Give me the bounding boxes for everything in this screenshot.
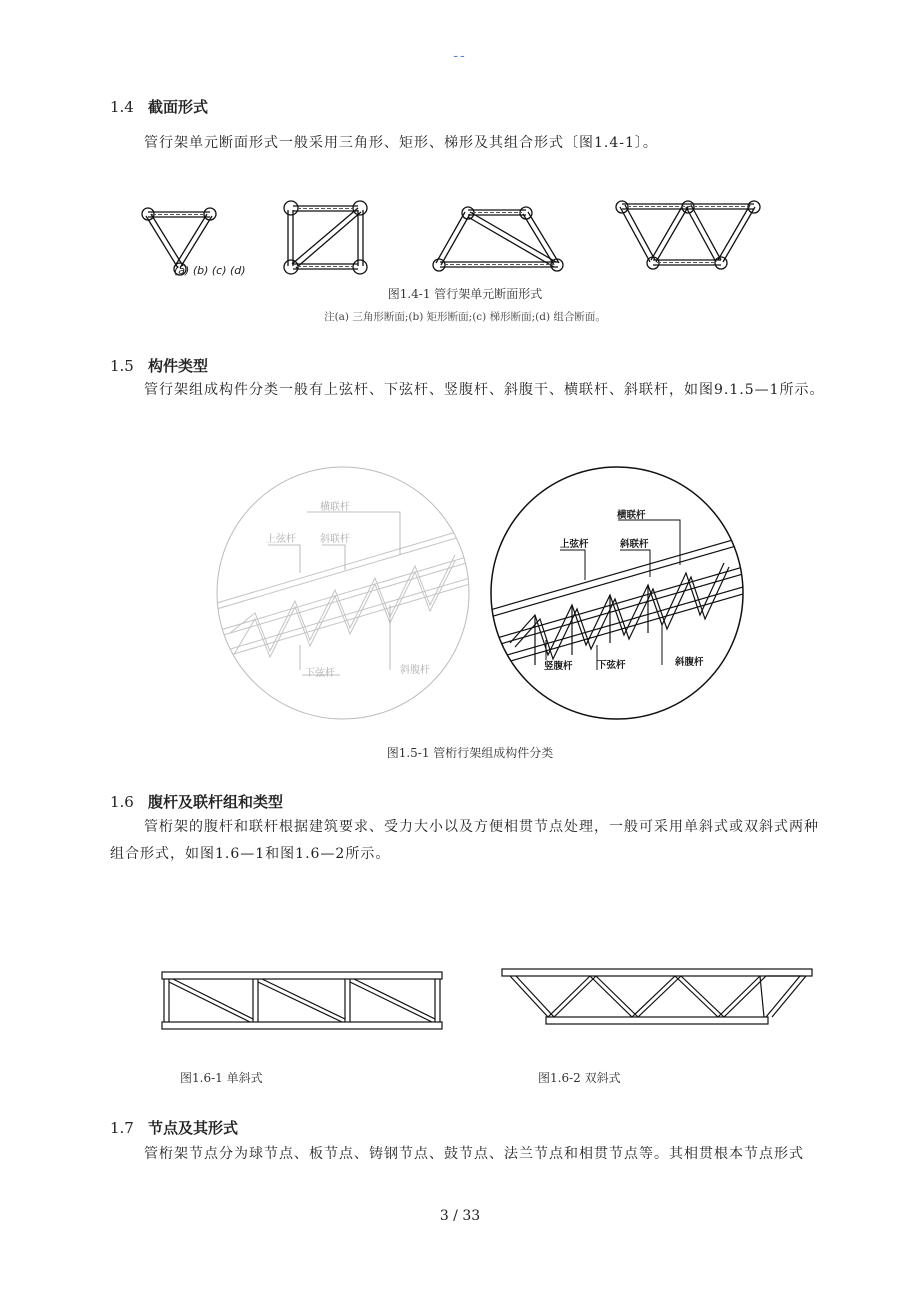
page-header-mark: -- [453, 48, 467, 64]
figure-note-1-4-1: 注(a) 三角形断面;(b) 矩形断面;(c) 梯形断面;(d) 组合断面。 [324, 311, 606, 323]
label-bold-vert-web: 竖腹杆 [544, 661, 573, 672]
section-heading-1-7 [110, 1117, 238, 1138]
section-number: 1.7 [110, 1119, 134, 1137]
double-diagonal-truss [500, 965, 815, 1030]
truss-detail-bold [490, 467, 750, 719]
figure-caption-1-6-1: 图1.6-1 单斜式 [180, 1071, 263, 1085]
section-number: 1.4 [110, 98, 134, 116]
section-paragraph-1-6: 管桁架的腹杆和联杆根据建筑要求、受力大小以及方便相贯节点处理，一般可采用单斜式或双斜式两种组合形式，如图1.6—1和图1.6—2所示。 [110, 819, 819, 862]
combined-section [616, 201, 760, 269]
label-light-diag-web: 斜腹杆 [400, 665, 430, 676]
section-title: 截面形式 [148, 98, 209, 116]
section-paragraph-1-5: 管行架组成构件分类一般有上弦杆、下弦杆、竖腹杆、斜腹干、横联杆、斜联杆，如图9.1.5—1所示。 [144, 382, 825, 398]
label-bold-top: 横联杆 [617, 510, 646, 521]
label-bold-chord-bottom: 下弦杆 [597, 660, 626, 671]
page-number: 3 / 33 [439, 1208, 481, 1224]
figure-caption-1-5-1: 图1.5-1 管桁行架组成构件分类 [386, 746, 554, 760]
label-light-chord-bottom: 下弦杆 [305, 668, 335, 679]
section-number: 1.6 [110, 793, 134, 811]
cross-section-figure [130, 190, 770, 290]
label-light-top: 横联杆 [320, 502, 350, 513]
section-heading-1-5 [110, 355, 208, 376]
single-diagonal-truss [160, 970, 445, 1035]
section-title: 构件类型 [148, 357, 209, 375]
label-light-chord-top: 上弦杆 [266, 534, 296, 545]
section-paragraph-1-7: 管桁架节点分为球节点、板节点、铸钢节点、鼓节点、法兰节点和相贯节点等。其相贯根本节点形式 [144, 1146, 804, 1162]
figure-caption-1-6-2: 图1.6-2 双斜式 [538, 1071, 621, 1085]
label-light-diag-link: 斜联杆 [320, 534, 350, 545]
figure-caption-1-4-1: 图1.4-1 管行架单元断面形式 [387, 287, 543, 301]
section-paragraph-1-4: 管行架单元断面形式一般采用三角形、矩形、梯形及其组合形式〔图1.4-1〕。 [144, 135, 658, 151]
section-title: 节点及其形式 [148, 1119, 239, 1137]
trapezoid-section [433, 207, 563, 271]
label-bold-chord-top: 上弦杆 [560, 539, 589, 550]
label-bold-diag-link: 斜联杆 [620, 539, 649, 550]
section-heading-1-6 [110, 791, 283, 812]
section-number: 1.5 [110, 357, 134, 375]
rectangle-section [284, 201, 367, 274]
section-title: 腹杆及联杆组和类型 [148, 793, 284, 811]
truss-detail-light [210, 467, 480, 719]
component-types-figure [210, 465, 750, 730]
section-labels: (a) (b) (c) (d) [174, 264, 246, 277]
label-bold-diag-web: 斜腹杆 [675, 657, 704, 668]
section-heading-1-4 [110, 96, 208, 117]
